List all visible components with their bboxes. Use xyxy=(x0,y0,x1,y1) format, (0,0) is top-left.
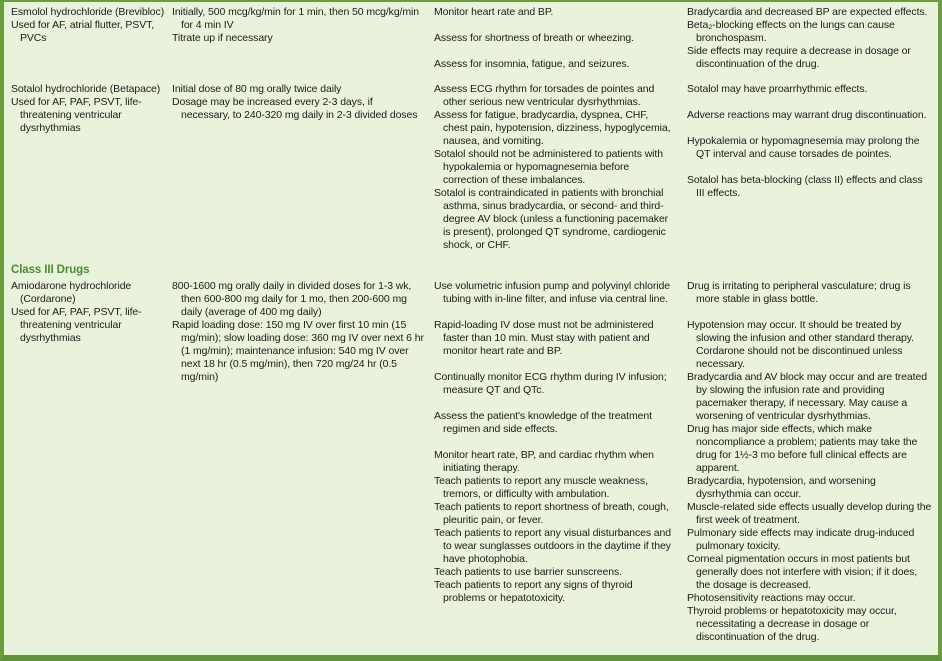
cell-paragraph: Photosensitivity reactions may occur. xyxy=(687,592,856,604)
cell-paragraph: Titrate up if necessary xyxy=(172,32,273,44)
cell-paragraph: Bradycardia and decreased BP are expected effects. xyxy=(687,6,928,18)
cell-paragraph: Sotalol hydrochloride (Betapace) xyxy=(11,83,161,95)
cell-considerations xyxy=(687,280,938,644)
cell-nursing-interventions xyxy=(434,83,687,252)
cell-paragraph: Rapid-loading IV dose must not be administered faster than 10 min. Must stay with patient and monitor heart rate and BP. xyxy=(434,319,654,357)
cell-paragraph: Monitor heart rate, BP, and cardiac rhythm when initiating therapy. xyxy=(434,449,654,474)
cell-paragraph: Initial dose of 80 mg orally twice daily xyxy=(172,83,342,95)
cell-paragraph: Sotalol should not be administered to patients with hypokalemia or hypomagnesemia before correction of these imbalances. xyxy=(434,148,663,186)
cell-drug-name xyxy=(4,280,172,644)
cell-paragraph: Sotalol has beta-blocking (class II) effects and class III effects. xyxy=(687,174,923,199)
cell-paragraph: Hypotension may occur. It should be treated by slowing the infusion and other standard therapy. Cordarone should not be discontinued unless necessary. xyxy=(687,319,914,370)
cell-drug-name xyxy=(4,83,172,252)
cell-paragraph: Beta₂-blocking effects on the lungs can cause bronchospasm. xyxy=(687,19,895,44)
cell-nursing-interventions xyxy=(434,6,687,71)
cell-paragraph: Continually monitor ECG rhythm during IV infusion; measure QT and QTc. xyxy=(434,371,667,396)
cell-paragraph: Thyroid problems or hepatotoxicity may occur, necessitating a decrease in dosage or discontinuation of the drug. xyxy=(687,605,897,643)
table-row xyxy=(4,280,938,644)
cell-drug-name xyxy=(4,6,172,71)
cell-paragraph: Esmolol hydrochloride (Brevibloc) xyxy=(11,6,165,18)
cell-paragraph: Drug is irritating to peripheral vasculature; drug is more stable in glass bottle. xyxy=(687,280,911,305)
cell-dosage xyxy=(172,280,434,644)
table-row xyxy=(4,6,938,71)
cell-paragraph: Monitor heart rate and BP. xyxy=(434,6,554,18)
cell-paragraph: Bradycardia and AV block may occur and are treated by slowing the infusion rate and providing pacemaker therapy, if necessary. May cause a worsening of ventricular dysrhythmias. xyxy=(687,371,927,422)
cell-considerations xyxy=(687,6,938,71)
drug-table xyxy=(4,6,938,644)
cell-paragraph: Assess the patient's knowledge of the treatment regimen and side effects. xyxy=(434,410,652,435)
cell-paragraph: Hypokalemia or hypomagnesemia may prolong the QT interval and cause torsades de pointes. xyxy=(687,135,920,160)
cell-paragraph: Used for AF, PAF, PSVT, life-threatening ventricular dysrhythmias xyxy=(11,306,142,344)
table-row xyxy=(4,83,938,252)
cell-paragraph: Teach patients to report any muscle weakness, tremors, or difficulty with ambulation. xyxy=(434,475,648,500)
cell-paragraph: Assess for shortness of breath or wheezing. xyxy=(434,32,634,44)
cell-paragraph: Use volumetric infusion pump and polyvinyl chloride tubing with in-line filter, and infuse via central line. xyxy=(434,280,670,305)
cell-paragraph: Sotalol is contraindicated in patients with bronchial asthma, sinus bradycardia, or second- and third-degree AV block (unless a functioning pacemaker is present), prolonged QT syndrome, cardiogenic shock, or CHF. xyxy=(434,187,669,251)
section-heading: Class III Drugs xyxy=(11,264,90,276)
cell-paragraph: Sotalol may have proarrhythmic effects. xyxy=(687,83,868,95)
cell-paragraph: Teach patients to report any signs of thyroid problems or hepatotoxicity. xyxy=(434,579,633,604)
cell-paragraph: Pulmonary side effects may indicate drug-induced pulmonary toxicity. xyxy=(687,527,915,552)
cell-paragraph: Drug has major side effects, which make noncompliance a problem; patients may take the drug for 1½-3 mo before full clinical effects are apparent. xyxy=(687,423,918,474)
cell-nursing-interventions xyxy=(434,280,687,644)
cell-paragraph: Corneal pigmentation occurs in most patients but generally does not interfere with vision; if it does, the dosage is decreased. xyxy=(687,553,918,591)
cell-paragraph: Muscle-related side effects usually develop during the first week of treatment. xyxy=(687,501,932,526)
cell-paragraph: Used for AF, PAF, PSVT, life-threatening ventricular dysrhythmias xyxy=(11,96,142,134)
cell-paragraph: Dosage may be increased every 2-3 days, if necessary, to 240-320 mg daily in 2-3 divided doses xyxy=(172,96,418,121)
cell-paragraph: 800-1600 mg orally daily in divided doses for 1-3 wk, then 600-800 mg daily for 1 mo, then 200-600 mg daily (average of 400 mg daily) xyxy=(172,280,412,318)
cell-paragraph: Amiodarone hydrochloride (Cordarone) xyxy=(11,280,132,305)
cell-paragraph: Used for AF, atrial flutter, PSVT, PVCs xyxy=(11,19,155,44)
cell-paragraph: Initially, 500 mcg/kg/min for 1 min, then 50 mcg/kg/min for 4 min IV xyxy=(172,6,419,31)
cell-dosage xyxy=(172,6,434,71)
cell-paragraph: Bradycardia, hypotension, and worsening dysrhythmia can occur. xyxy=(687,475,876,500)
cell-paragraph: Rapid loading dose: 150 mg IV over first 10 min (15 mg/min); slow loading dose: 360 mg IV over next 6 hr (1 mg/min); maintenance infusion: 540 mg IV over next 18 hr (0.5 mg/min), then 720 mg/24 hr (0.5 mg/min) xyxy=(172,319,424,383)
cell-paragraph: Assess ECG rhythm for torsades de pointes and other serious new ventricular dysrhythmias. xyxy=(434,83,655,108)
cell-dosage xyxy=(172,83,434,252)
cell-paragraph: Teach patients to report any visual disturbances and to wear sunglasses outdoors in the daytime if they have photophobia. xyxy=(434,527,672,565)
cell-paragraph: Assess for insomnia, fatigue, and seizures. xyxy=(434,58,630,70)
cell-considerations xyxy=(687,83,938,252)
cell-paragraph: Side effects may require a decrease in dosage or discontinuation of the drug. xyxy=(687,45,911,70)
cell-paragraph: Teach patients to use barrier sunscreens. xyxy=(434,566,622,578)
cell-paragraph: Assess for fatigue, bradycardia, dyspnea, CHF, chest pain, hypotension, dizziness, hypoglycemia, nausea, and vomiting. xyxy=(434,109,671,147)
cell-paragraph: Adverse reactions may warrant drug discontinuation. xyxy=(687,109,927,121)
cell-paragraph: Teach patients to report shortness of breath, cough, pleuritic pain, or fever. xyxy=(434,501,669,526)
